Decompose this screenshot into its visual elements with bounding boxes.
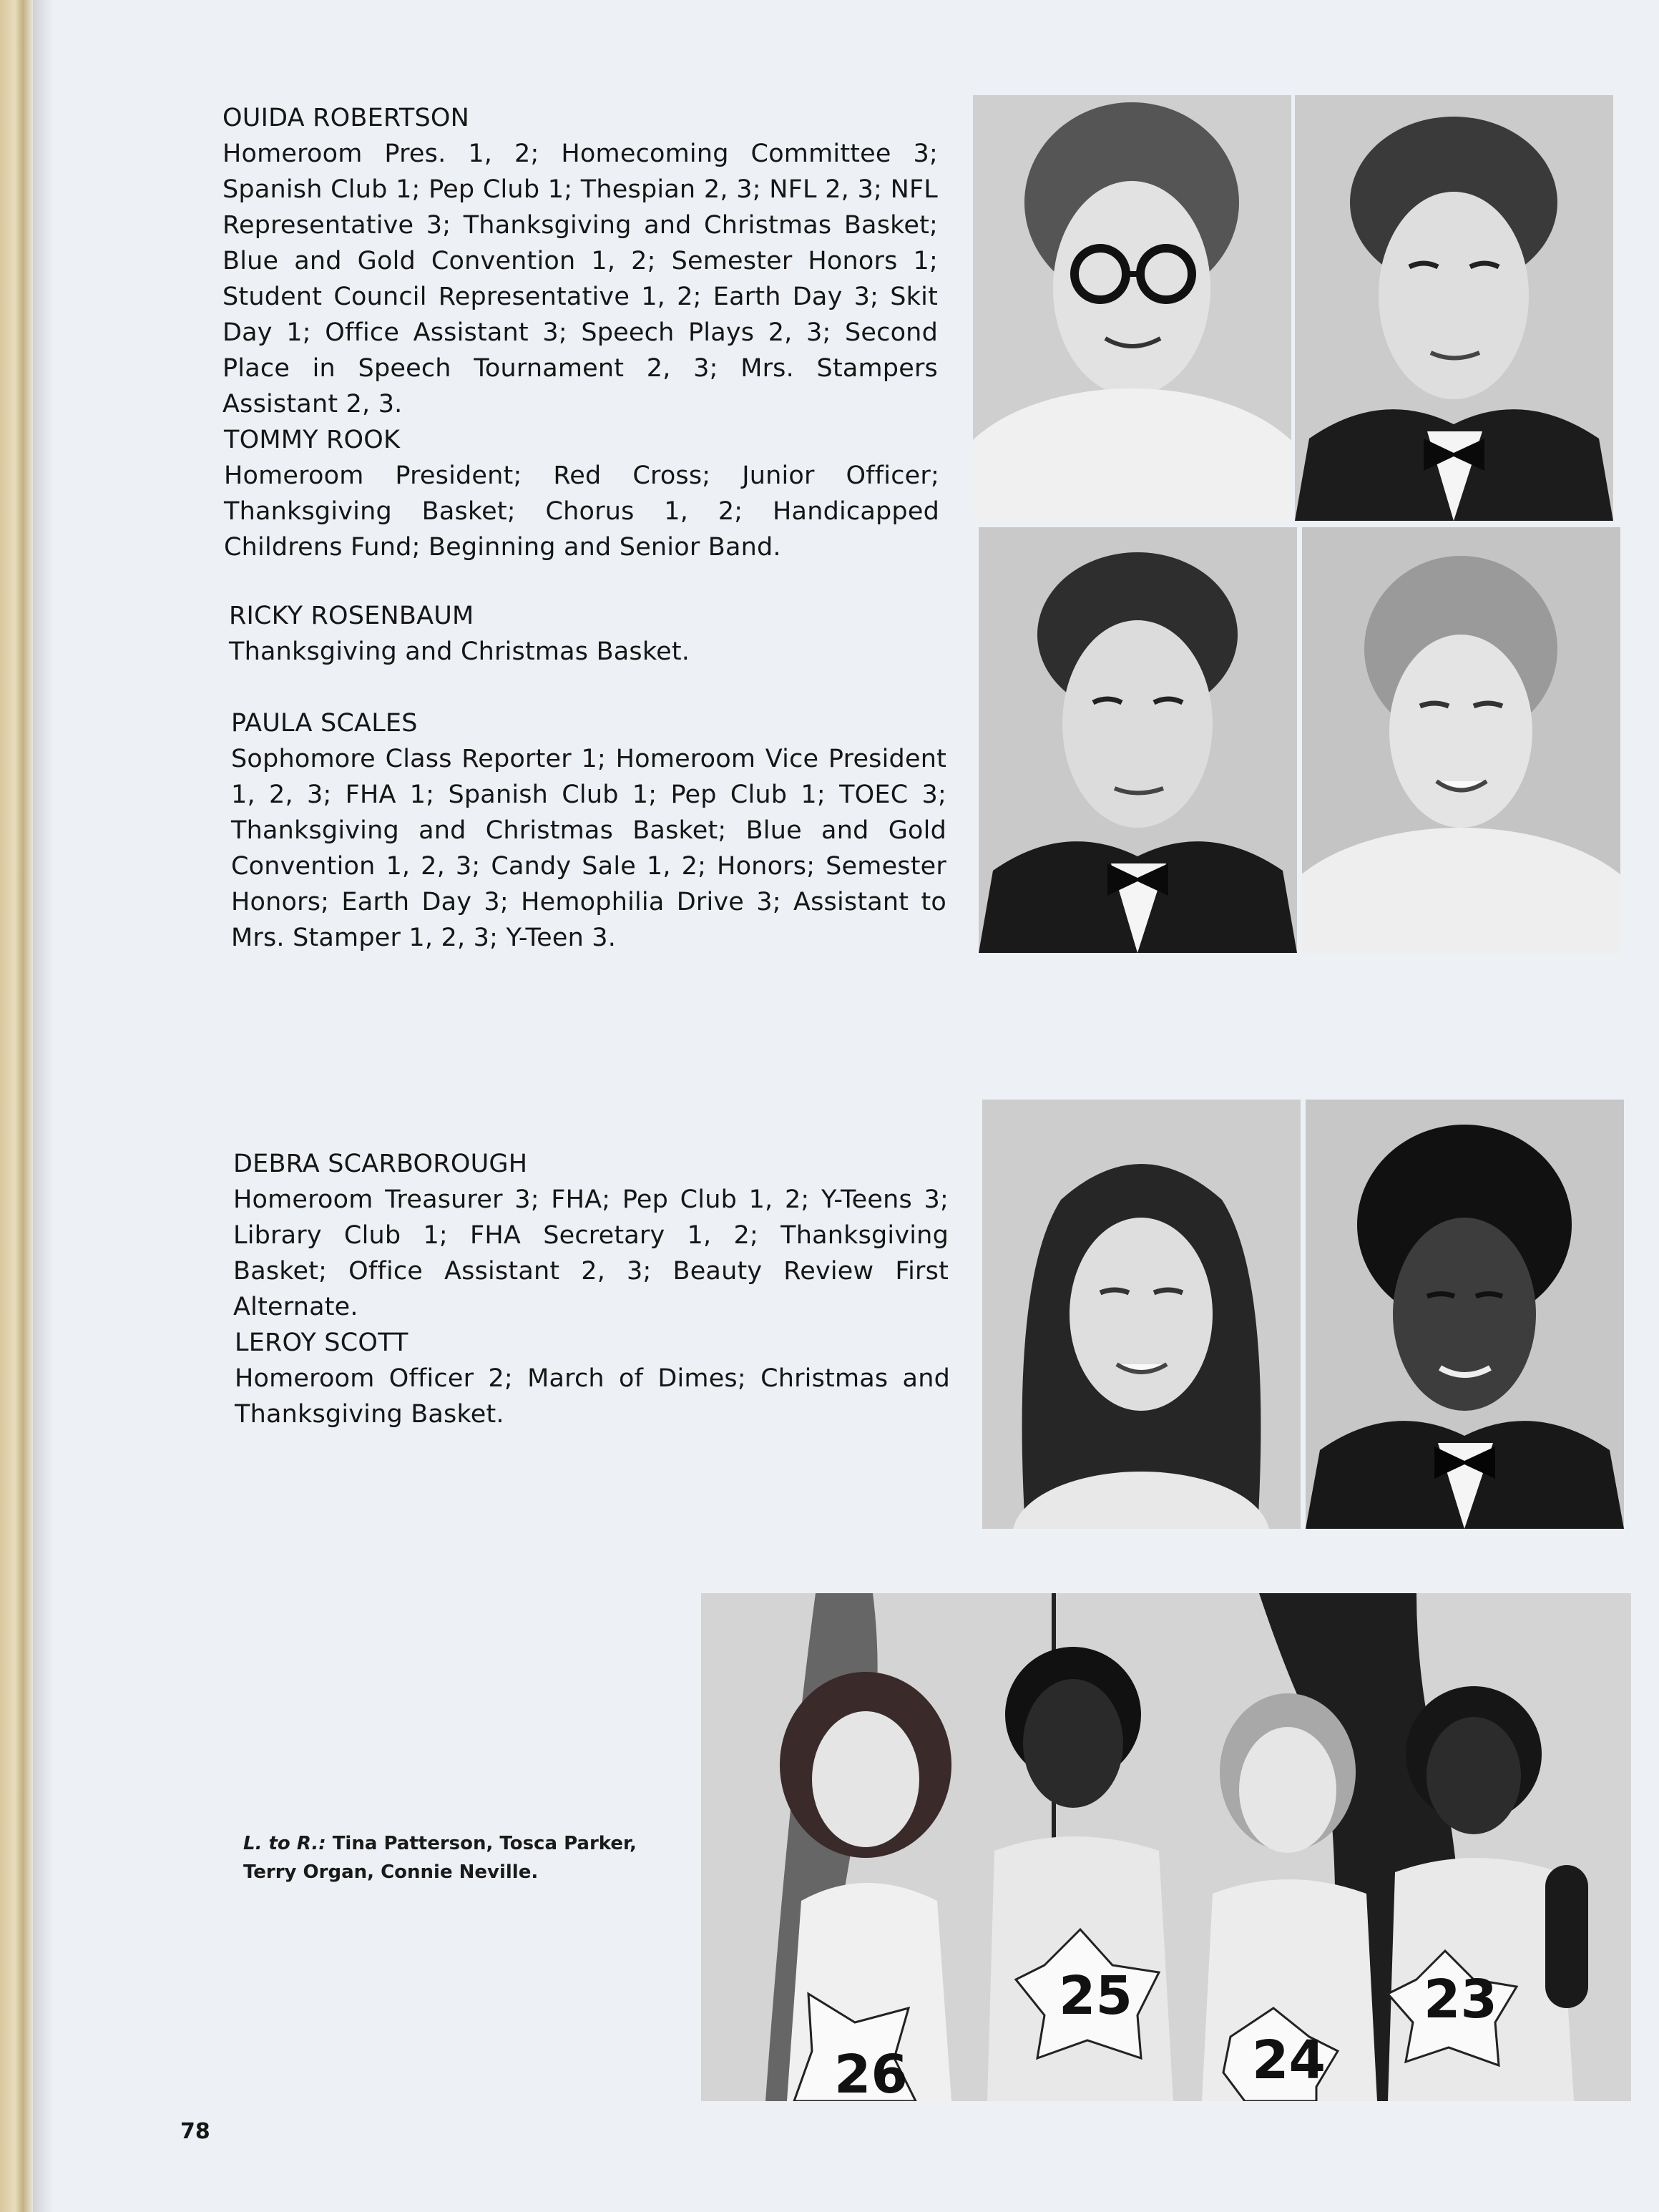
page-number: 78	[180, 2119, 210, 2144]
contestant-number: 24	[1252, 2030, 1326, 2091]
portrait-tommy-rook	[1295, 95, 1613, 521]
bio-debra-scarborough	[233, 1146, 949, 1325]
portrait-ricky-rosenbaum	[979, 527, 1297, 953]
portrait-debra-scarborough	[982, 1100, 1301, 1529]
group-photo-caption	[243, 1829, 672, 1886]
contestant-number: 23	[1424, 1969, 1497, 2030]
caption-text: Tina Patterson, Tosca Parker, Terry Organ, Connie Neville.	[243, 1833, 637, 1883]
bio-paula-scales	[231, 705, 946, 956]
student-activities: Homeroom Pres. 1, 2; Homecoming Committee 3; Spanish Club 1; Pep Club 1; Thespian 2, 3; NFL 2, 3; NFL Representative 3; Thanksgiving and Christmas Basket; Blue and Gold Convention 1, 2; Semester Honors 1; Student Council Representative 1, 2; Earth Day 3; Skit Day 1; Office Assistant 3; Speech Plays 2, 3; Second Place in Speech Tournament 2, 3; Mrs. Stampers Assistant 2, 3.	[222, 140, 938, 419]
group-photo-beauty-review	[701, 1593, 1631, 2101]
portrait-paula-scales	[1302, 527, 1620, 953]
bio-ouida-robertson	[222, 100, 938, 422]
student-name: DEBRA SCARBOROUGH	[233, 1150, 528, 1178]
student-name: TOMMY ROOK	[224, 426, 401, 454]
student-name: LEROY SCOTT	[235, 1328, 408, 1357]
book-spine-edge	[0, 0, 33, 2212]
student-name: PAULA SCALES	[231, 709, 418, 738]
student-activities: Thanksgiving and Christmas Basket.	[229, 637, 690, 666]
student-activities: Homeroom President; Red Cross; Junior Officer; Thanksgiving Basket; Chorus 1, 2; Handicapped Childrens Fund; Beginning and Senior Band.	[224, 461, 939, 562]
contestant-number: 25	[1059, 1965, 1132, 2027]
spine-shadow	[33, 0, 53, 2212]
portrait-ouida-robertson	[973, 95, 1291, 521]
caption-prefix: L. to R.:	[243, 1833, 326, 1854]
student-name: OUIDA ROBERTSON	[222, 104, 469, 132]
bio-ricky-rosenbaum	[229, 598, 944, 670]
contestant-number: 26	[834, 2044, 908, 2101]
student-activities: Homeroom Treasurer 3; FHA; Pep Club 1, 2; Y-Teens 3; Library Club 1; FHA Secretary 1, 2; Thanksgiving Basket; Office Assistant 2, 3; Beauty Review First Alternate.	[233, 1185, 949, 1321]
portrait-leroy-scott	[1306, 1100, 1624, 1529]
bio-tommy-rook	[224, 422, 939, 565]
bio-leroy-scott	[235, 1325, 950, 1432]
student-name: RICKY ROSENBAUM	[229, 602, 474, 630]
student-activities: Sophomore Class Reporter 1; Homeroom Vice President 1, 2, 3; FHA 1; Spanish Club 1; Pep Club 1; TOEC 3; Thanksgiving and Christmas Basket; Blue and Gold Convention 1, 2, 3; Candy Sale 1, 2; Honors; Semester Honors; Earth Day 3; Hemophilia Drive 3; Assistant to Mrs. Stamper 1, 2, 3; Y-Teen 3.	[231, 745, 946, 952]
student-activities: Homeroom Officer 2; March of Dimes; Christmas and Thanksgiving Basket.	[235, 1364, 950, 1429]
